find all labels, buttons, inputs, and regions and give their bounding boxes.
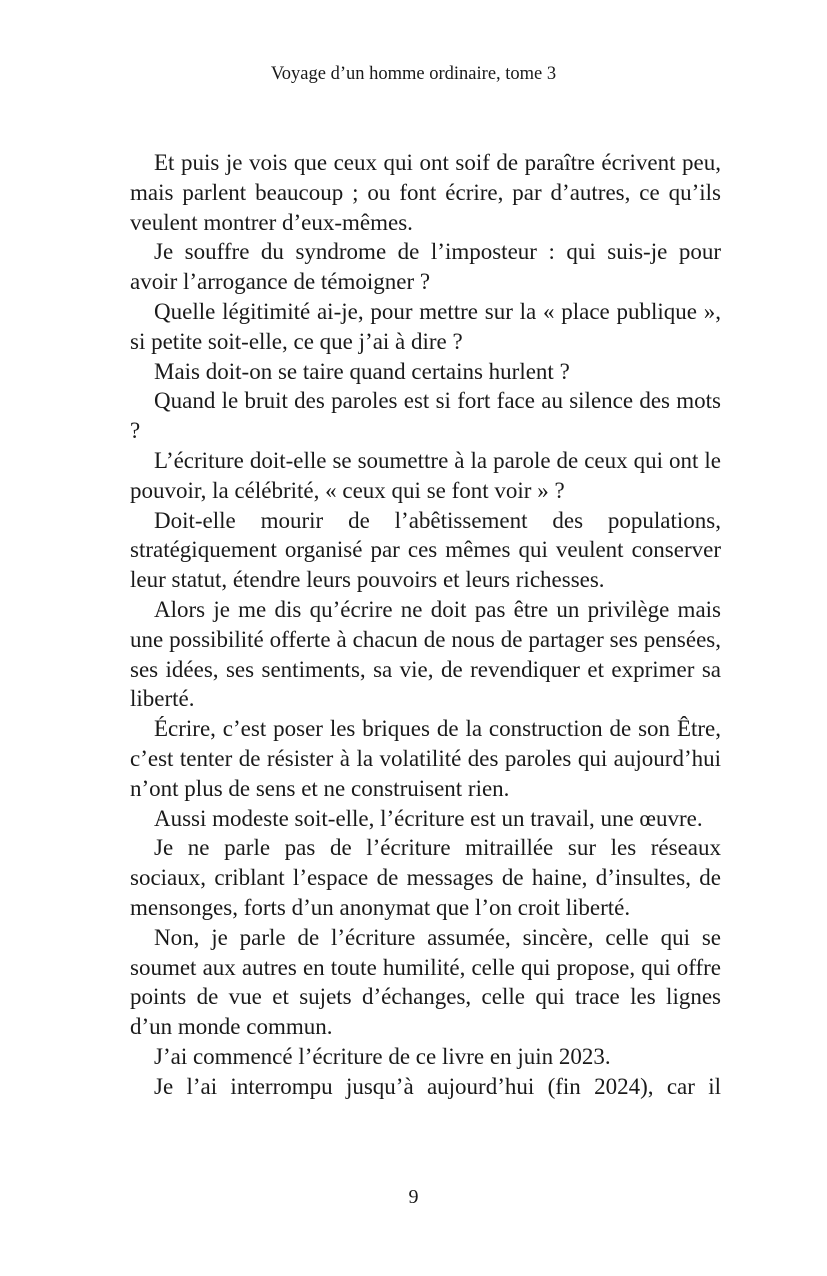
paragraph: Quand le bruit des paroles est si fort face au silence des mots ? [130, 388, 721, 444]
paragraph: Écrire, c’est poser les briques de la construction de son Être, c’est tenter de résister à la volatilité des paroles qui aujourd’hui n’ont plus de sens et ne construisent rien. [130, 716, 721, 801]
paragraph: J’ai commencé l’écriture de ce livre en juin 2023. [154, 1043, 611, 1069]
running-header: Voyage d’un homme ordinaire, tome 3 [270, 64, 557, 84]
paragraph: Je ne parle pas de l’écriture mitraillée sur les réseaux sociaux, criblant l’espace de messages de haine, d’insultes, de mensonges, forts d’un anonymat que l’on croit liberté. [130, 835, 721, 920]
paragraph: Mais doit-on se taire quand certains hurlent ? [154, 358, 570, 384]
paragraph: Je l’ai interrompu jusqu’à aujourd’hui (fin 2024), car il [154, 1073, 721, 1099]
body-text [130, 148, 721, 1102]
paragraph: Non, je parle de l’écriture assumée, sincère, celle qui se soumet aux autres en toute humilité, celle qui propose, qui offre points de vue et sujets d’échanges, celle qui trace les lignes d’un monde commun. [130, 924, 721, 1040]
paragraph: Je souffre du syndrome de l’imposteur : qui suis-je pour avoir l’arrogance de témoigner ? [130, 239, 721, 295]
paragraph: Doit-elle mourir de l’abêtissement des populations, stratégiquement organisé par ces mêmes qui veulent conserver leur statut, étendre leurs pouvoirs et leurs richesses. [130, 507, 721, 593]
paragraph: Alors je me dis qu’écrire ne doit pas être un privilège mais une possibilité offerte à chacun de nous de partager ses pensées, ses idées, ses sentiments, sa vie, de revendiquer et exprimer sa liberté. [130, 596, 721, 712]
page-number: 9 [408, 1186, 419, 1208]
paragraph: Aussi modeste soit-elle, l’écriture est un travail, une œuvre. [154, 805, 703, 831]
paragraph: Et puis je vois que ceux qui ont soif de paraître écrivent peu, mais parlent beaucoup ; ou font écrire, par d’autres, ce qu’ils veulent montrer d’eux-mêmes. [130, 150, 721, 235]
paragraph: Quelle légitimité ai-je, pour mettre sur la « place publique », si petite soit-elle, ce que j’ai à dire ? [130, 298, 721, 354]
paragraph: L’écriture doit-elle se soumettre à la parole de ceux qui ont le pouvoir, la célébrité, « ceux qui se font voir » ? [130, 447, 721, 503]
